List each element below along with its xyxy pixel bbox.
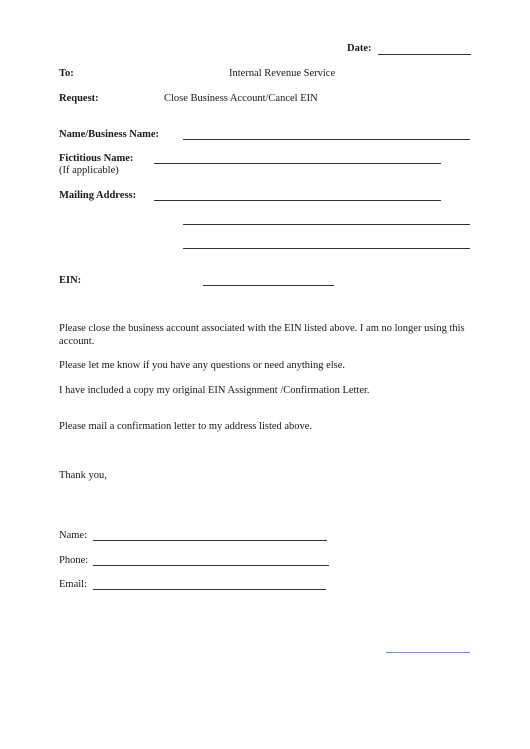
ein-field[interactable]: [203, 285, 334, 286]
closing-text: Thank you,: [59, 470, 107, 481]
paragraph-included-copy: I have included a copy my original EIN Assignment /Confirmation Letter.: [59, 385, 370, 396]
mailing-address-label: Mailing Address:: [59, 190, 137, 201]
ein-label: EIN:: [59, 275, 82, 286]
date-field[interactable]: [378, 54, 471, 55]
footer-link-line: [386, 652, 470, 653]
fictitious-note: (If applicable): [59, 165, 119, 176]
name-business-label: Name/Business Name:: [59, 129, 160, 140]
name-business-field[interactable]: [183, 139, 470, 140]
signature-phone-label: Phone:: [59, 555, 89, 566]
signature-email-label: Email:: [59, 579, 87, 590]
signature-name-field[interactable]: [93, 540, 327, 541]
mailing-address-field-2[interactable]: [183, 224, 470, 225]
request-label: Request:: [59, 93, 99, 104]
paragraph-close-account: Please close the business account associated with the EIN listed above. I am no longer using this account.: [59, 323, 465, 347]
fictitious-name-field[interactable]: [154, 163, 441, 164]
paragraph-mail-confirmation: Please mail a confirmation letter to my address listed above.: [59, 421, 313, 432]
to-value: Internal Revenue Service: [229, 68, 336, 79]
fictitious-name-label: Fictitious Name:: [59, 153, 134, 164]
paragraph-questions: Please let me know if you have any questions or need anything else.: [59, 360, 346, 371]
mailing-address-field-3[interactable]: [183, 248, 470, 249]
to-label: To:: [59, 68, 74, 79]
signature-email-field[interactable]: [93, 589, 326, 590]
date-label: Date:: [347, 43, 372, 54]
request-value: Close Business Account/Cancel EIN: [164, 93, 318, 104]
signature-name-label: Name:: [59, 530, 87, 541]
signature-phone-field[interactable]: [93, 565, 329, 566]
mailing-address-field-1[interactable]: [154, 200, 441, 201]
